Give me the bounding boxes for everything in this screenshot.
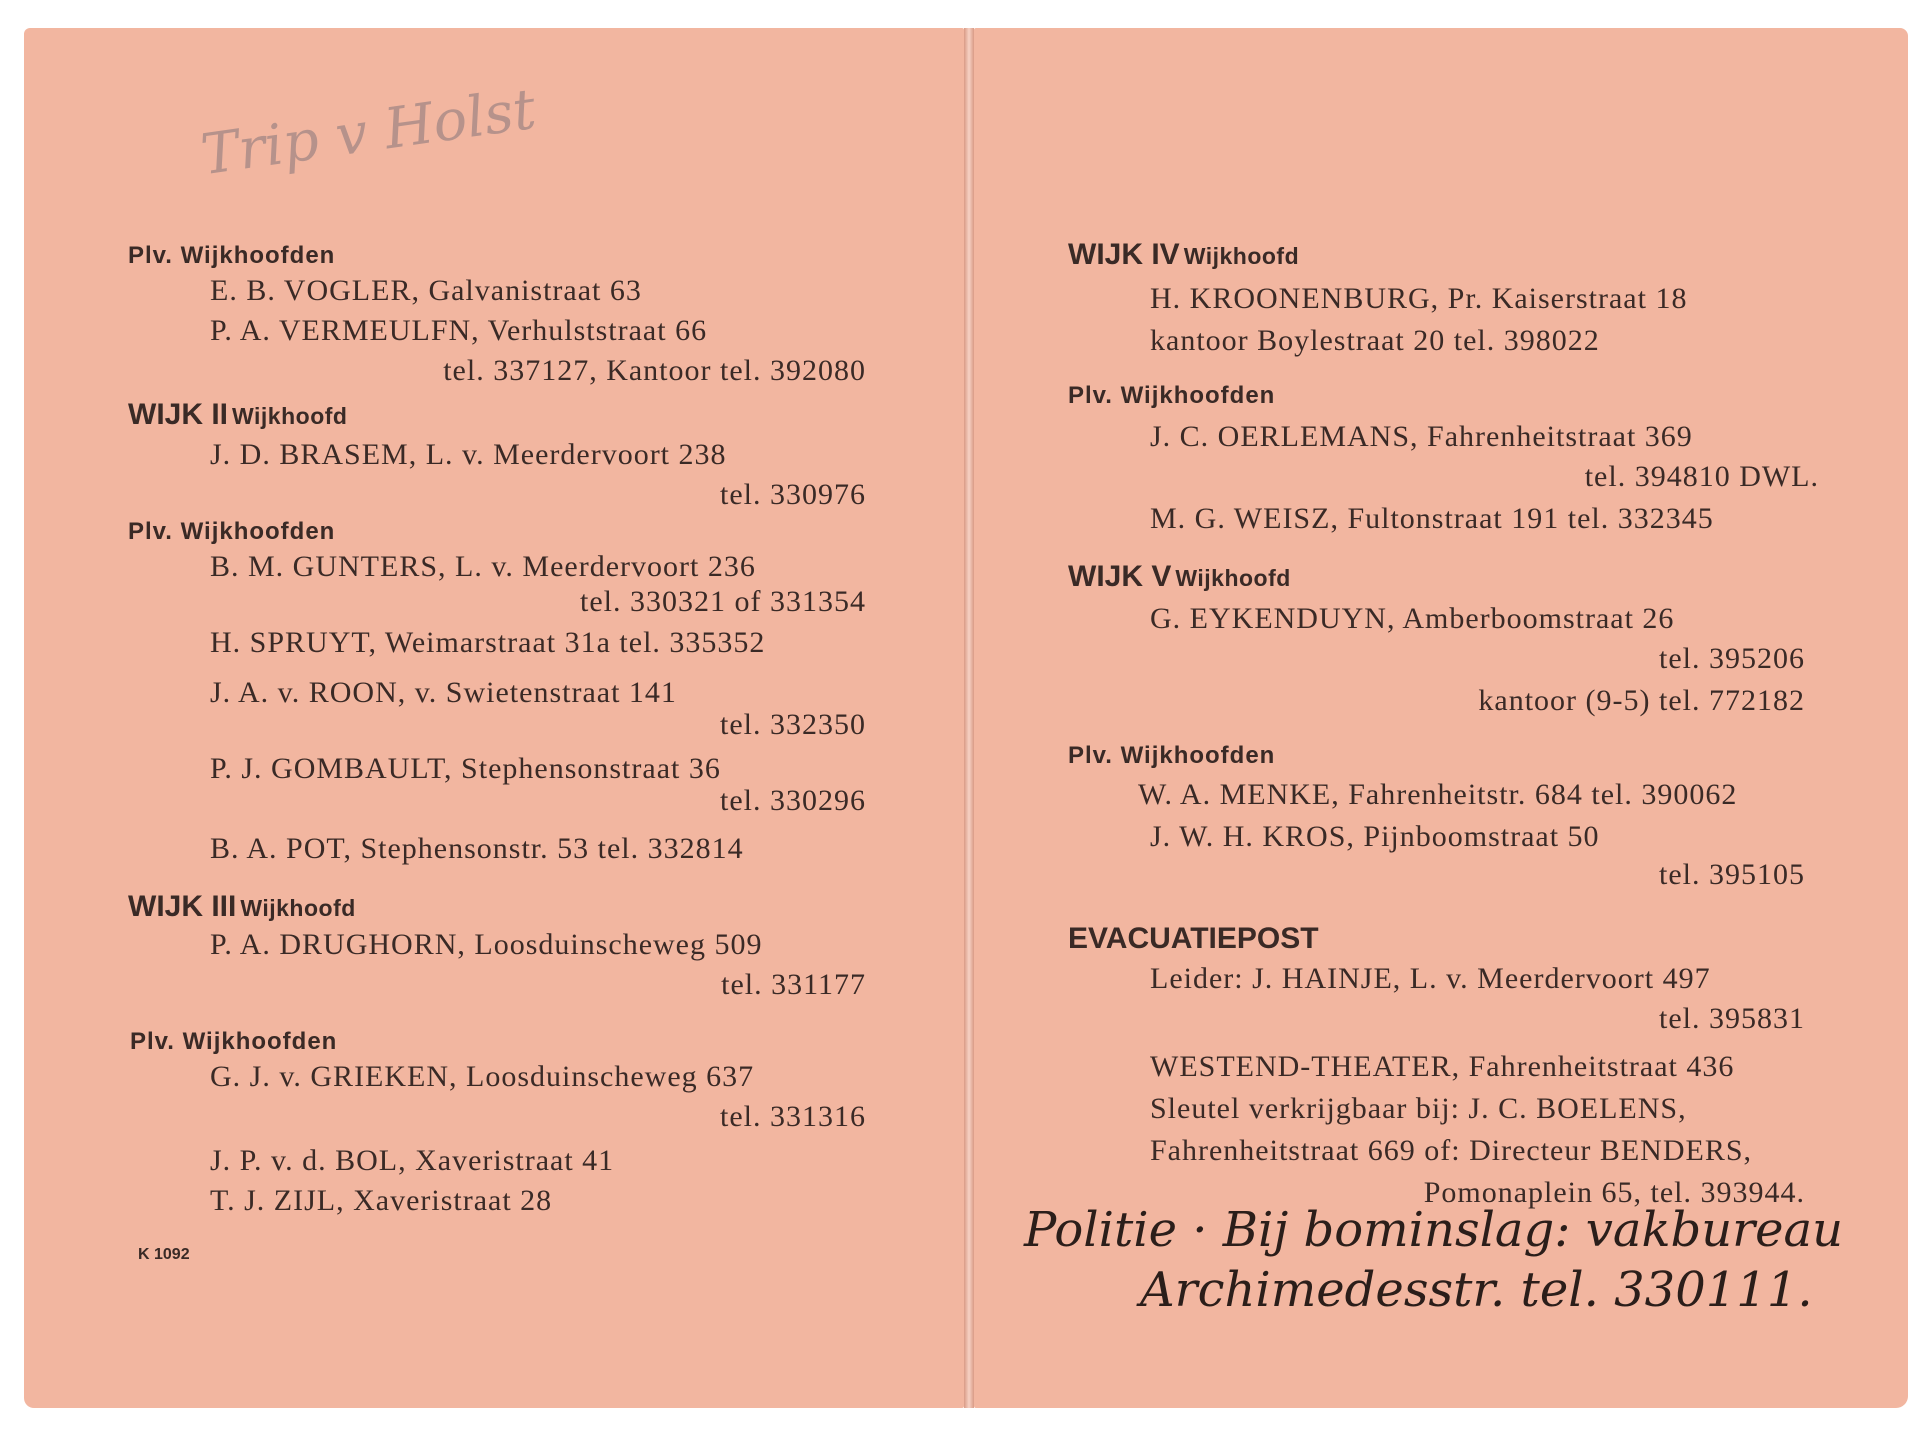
entry-brasem-tel: tel. 330976	[720, 478, 866, 511]
entry-weisz: M. G. WEISZ, Fultonstraat 191 tel. 332345	[1150, 502, 1714, 535]
entry-eykenduyn-office: kantoor (9-5) tel. 772182	[1478, 684, 1805, 717]
wijk-4-heading	[1068, 238, 1299, 272]
entry-hainje: Leider: J. HAINJE, L. v. Meerdervoort 497	[1150, 962, 1711, 995]
entry-kroonenburg-office: kantoor Boylestraat 20 tel. 398022	[1150, 324, 1600, 357]
wijk-4-sub: Wijkhoofd	[1183, 243, 1300, 269]
wijk-3-heading	[128, 890, 356, 924]
page-fold	[964, 28, 974, 1408]
entry-brasem: J. D. BRASEM, L. v. Meerdervoort 238	[210, 438, 727, 471]
plv-header-5: Plv. Wijkhoofden	[1068, 742, 1276, 769]
evacuatiepost-title: EVACUATIEPOST	[1068, 922, 1319, 955]
entry-vogler: E. B. VOGLER, Galvanistraat 63	[210, 274, 642, 307]
entry-eykenduyn: G. EYKENDUYN, Amberboomstraat 26	[1150, 602, 1675, 635]
entry-westend: WESTEND-THEATER, Fahrenheitstraat 436	[1150, 1050, 1735, 1083]
wijk-5-title: WIJK V	[1068, 560, 1172, 593]
entry-vermeulfn: P. A. VERMEULFN, Verhulststraat 66	[210, 314, 708, 347]
wijk-3-sub: Wijkhoofd	[240, 895, 356, 921]
entry-oerlemans-tel: tel. 394810 DWL.	[1584, 460, 1819, 493]
entry-pot: B. A. POT, Stephensonstr. 53 tel. 332814	[210, 832, 744, 865]
entry-gombault: P. J. GOMBAULT, Stephensonstraat 36	[210, 752, 721, 785]
plv-header-2: Plv. Wijkhoofden	[128, 518, 336, 545]
plv-header-1: Plv. Wijkhoofden	[128, 242, 336, 269]
print-code: K 1092	[138, 1246, 190, 1263]
entry-spruyt: H. SPRUYT, Weimarstraat 31a tel. 335352	[210, 626, 766, 659]
entry-oerlemans: J. C. OERLEMANS, Fahrenheitstraat 369	[1150, 420, 1693, 453]
entry-gunters: B. M. GUNTERS, L. v. Meerdervoort 236	[210, 550, 756, 583]
handwritten-note-line-2: Archimedesstr. tel. 330111.	[1140, 1262, 1813, 1318]
wijk-2-heading	[128, 398, 347, 432]
entry-grieken: G. J. v. GRIEKEN, Loosduinscheweg 637	[210, 1060, 755, 1093]
entry-sleutel: Sleutel verkrijgbaar bij: J. C. BOELENS,	[1150, 1092, 1687, 1125]
wijk-2-sub: Wijkhoofd	[232, 403, 348, 429]
wijk-5-sub: Wijkhoofd	[1175, 565, 1291, 591]
entry-eykenduyn-tel: tel. 395206	[1659, 642, 1805, 675]
entry-gunters-tel: tel. 330321 of 331354	[580, 585, 866, 618]
wijk-5-heading	[1068, 560, 1291, 594]
plv-header-4: Plv. Wijkhoofden	[1068, 382, 1276, 409]
entry-pomonaplein: Pomonaplein 65, tel. 393944.	[1423, 1176, 1805, 1209]
entry-drughorn: P. A. DRUGHORN, Loosduinscheweg 509	[210, 928, 763, 961]
pencil-note: Trip v Holst	[197, 76, 540, 189]
plv-header-3: Plv. Wijkhoofden	[130, 1028, 338, 1055]
entry-kroonenburg: H. KROONENBURG, Pr. Kaiserstraat 18	[1150, 282, 1688, 315]
entry-drughorn-tel: tel. 331177	[721, 968, 866, 1001]
handwritten-note-line-1: Politie · Bij bominslag: vakbureau	[1024, 1202, 1844, 1258]
entry-vermeulfn-tel: tel. 337127, Kantoor tel. 392080	[443, 354, 866, 387]
entry-roon: J. A. v. ROON, v. Swietenstraat 141	[210, 676, 677, 709]
entry-zijl: T. J. ZIJL, Xaveristraat 28	[210, 1184, 553, 1217]
entry-menke: W. A. MENKE, Fahrenheitstr. 684 tel. 390062	[1138, 778, 1738, 811]
wijk-3-title: WIJK III	[128, 890, 237, 923]
entry-kros: J. W. H. KROS, Pijnboomstraat 50	[1150, 820, 1600, 853]
entry-kros-tel: tel. 395105	[1659, 858, 1805, 891]
entry-gombault-tel: tel. 330296	[720, 784, 866, 817]
entry-roon-tel: tel. 332350	[720, 708, 866, 741]
wijk-2-title: WIJK II	[128, 398, 229, 431]
wijk-4-title: WIJK IV	[1068, 238, 1180, 271]
entry-bol: J. P. v. d. BOL, Xaveristraat 41	[210, 1144, 615, 1177]
entry-directeur: Fahrenheitstraat 669 of: Directeur BENDERS,	[1150, 1134, 1753, 1167]
entry-grieken-tel: tel. 331316	[720, 1100, 866, 1133]
entry-hainje-tel: tel. 395831	[1659, 1002, 1805, 1035]
